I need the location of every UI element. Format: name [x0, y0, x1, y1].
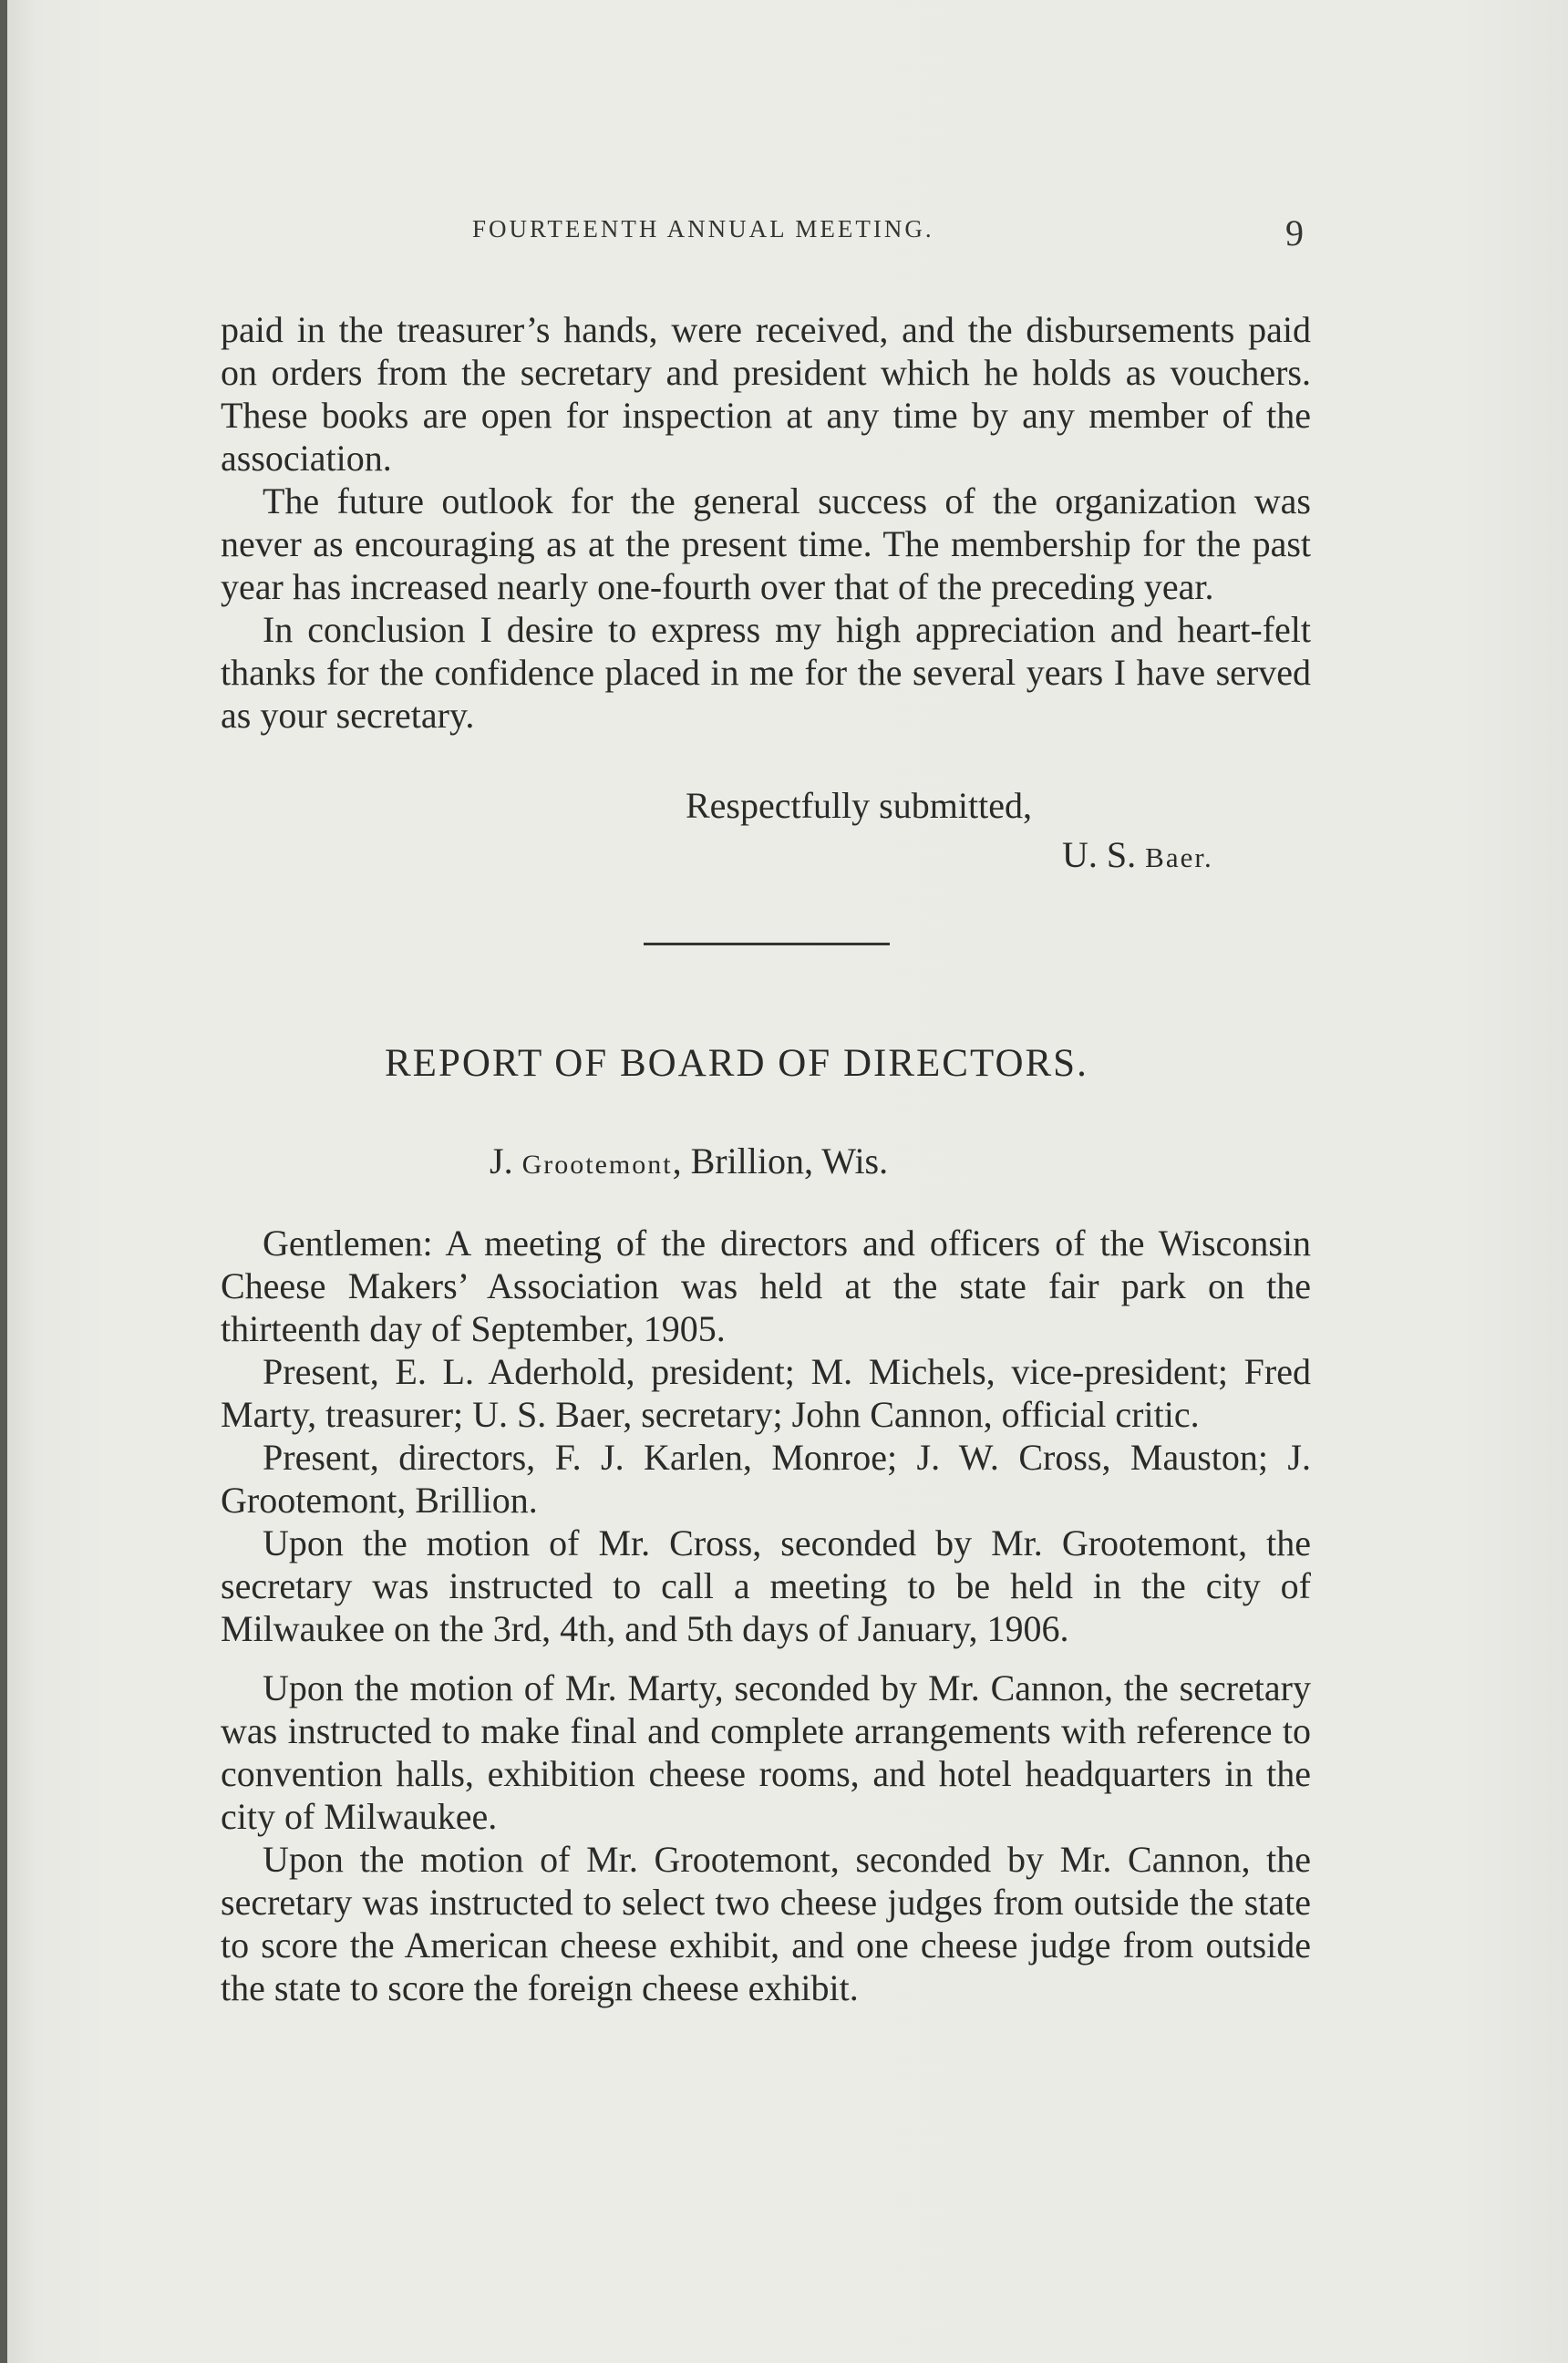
paragraph-treasurer: paid in the treasurer’s hands, were received, and the disbursements paid on orders from the secretary and president which he holds as vouchers. These books are open for inspection at any time by any member of the association.	[221, 309, 1311, 479]
author-place: , Brillion, Wis.	[672, 1140, 889, 1182]
author-surname: Grootemont	[521, 1150, 673, 1180]
page-number: 9	[1285, 212, 1304, 253]
paragraph-motion-cross: Upon the motion of Mr. Cross, seconded by Mr. Grootemont, the secretary was instructed to call a meeting to be held in the city of Milwaukee on the 3rd, 4th, and 5th days of January, 1906.	[221, 1522, 1311, 1649]
running-head: FOURTEENTH ANNUAL MEETING.	[472, 215, 934, 242]
report-text-block	[221, 1222, 1311, 2009]
paragraph-present-officers: Present, E. L. Aderhold, president; M. Michels, vice-president; Fred Marty, treasurer; U. S. Baer, secretary; John Cannon, official critic.	[221, 1351, 1311, 1435]
author-initial: J.	[490, 1140, 522, 1182]
paragraph-gentlemen: Gentlemen: A meeting of the directors and officers of the Wisconsin Cheese Makers’ Association was held at the state fair park on the thirteenth day of September, 1905.	[221, 1223, 1311, 1349]
paragraph-motion-marty: Upon the motion of Mr. Marty, seconded by Mr. Cannon, the secretary was instructed to make final and complete arrangements with reference to convention halls, exhibition cheese rooms, and hotel headquarters in the city of Milwaukee.	[221, 1667, 1311, 1837]
binding-edge	[0, 0, 7, 2363]
top-text-block	[221, 308, 1311, 737]
paragraph-motion-grootemont: Upon the motion of Mr. Grootemont, seconded by Mr. Cannon, the secretary was instructed to select two cheese judges from outside the state to score the American cheese exhibit, and one cheese judge from outside the state to score the foreign cheese exhibit.	[221, 1839, 1311, 2008]
paragraph-conclusion: In conclusion I desire to express my high appreciation and heart-felt thanks for the confidence placed in me for the several years I have served as your secretary.	[221, 609, 1311, 736]
closing-line: Respectfully submitted,	[686, 785, 1032, 826]
signature-surname: Baer.	[1145, 841, 1213, 873]
signature-initials: U. S.	[1062, 834, 1146, 875]
paragraph-outlook: The future outlook for the general success of the organization was never as encouraging as at the present time. The membership for the past year has increased nearly one-fourth over that of the preceding year.	[221, 480, 1311, 607]
signature	[1062, 833, 1213, 876]
section-title: REPORT OF BOARD OF DIRECTORS.	[385, 1042, 1088, 1085]
paragraph-present-directors: Present, directors, F. J. Karlen, Monroe; J. W. Cross, Mauston; J. Grootemont, Brillion.	[221, 1437, 1311, 1521]
section-divider	[644, 943, 890, 945]
author-line	[490, 1140, 888, 1182]
